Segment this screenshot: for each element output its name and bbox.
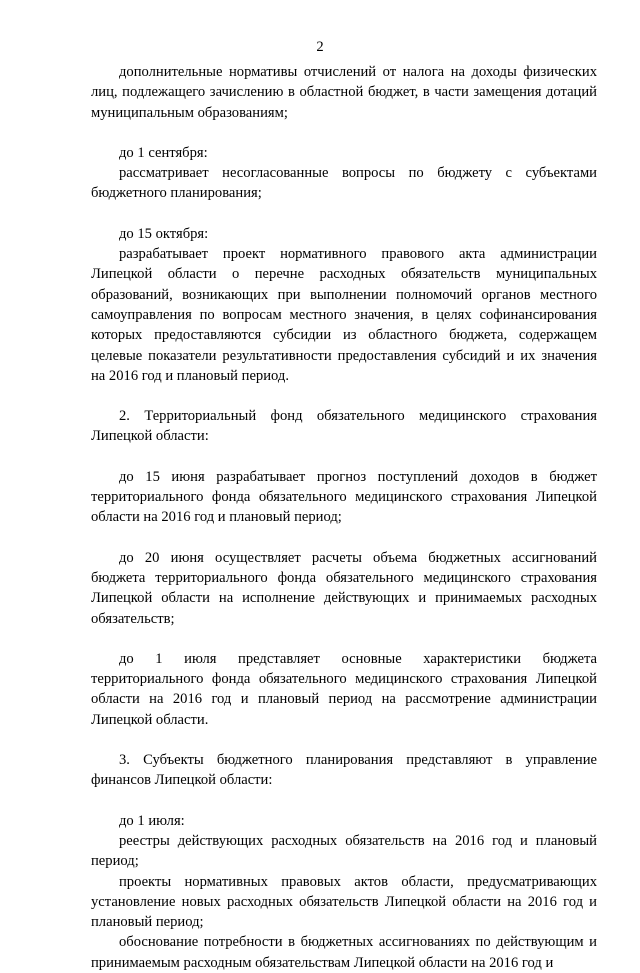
page-number: 2 bbox=[316, 39, 324, 55]
paragraph-jun-20-calculations: до 20 июня осуществляет расчеты объема бюджетных ассигнований бюджета территориального фонда обязательного медицинского страхования Липецкой области на исполнение действующих и принимаемых расходных обязательств; bbox=[91, 549, 597, 627]
paragraph-deadline-jul-1: до 1 июля: bbox=[119, 812, 185, 829]
paragraph-jun-15-forecast: до 15 июня разрабатывает прогноз поступлений доходов в бюджет территориального фонда обязательного медицинского страхования Липецкой области на 2016 год и плановый период; bbox=[91, 468, 597, 526]
paragraph-review-issues: рассматривает несогласованные вопросы по бюджету с субъектами бюджетного планирования; bbox=[91, 165, 597, 202]
paragraph-deadline-oct-15: до 15 октября: bbox=[119, 225, 209, 242]
paragraph-draft-act: разрабатывает проект нормативного правового акта администрации Липецкой области о перечне расходных обязательств муниципальных образований, возникающих при выполнении полномочий органов местного самоуправления по вопросам местного значения, в целях софинансирования которых предоставляются субсидии из областного бюджета, содержащем целевые показатели результативности предоставления субсидий и их значения на 2016 год и плановый период. bbox=[91, 246, 597, 384]
paragraph-draft-regulations: проекты нормативных правовых актов области, предусматривающих установление новых расходных обязательств Липецкой области на 2016 год и плановый период; bbox=[91, 873, 597, 931]
paragraph-justification: обоснование потребности в бюджетных ассигнованиях по действующим и принимаемым расходным обязательствам Липецкой области на 2016 год и bbox=[91, 934, 597, 971]
paragraph-deadline-sep-1: до 1 сентября: bbox=[119, 144, 208, 161]
paragraph-ndfl-norms: дополнительные нормативы отчислений от налога на доходы физических лиц, подлежащего зачислению в областной бюджет, в части замещения дотаций муниципальным образованиям; bbox=[91, 64, 597, 121]
section-heading-2: 2. Территориальный фонд обязательного медицинского страхования Липецкой области: bbox=[91, 408, 597, 445]
paragraph-jul-1-characteristics: до 1 июля представляет основные характеристики бюджета территориального фонда обязательного медицинского страхования Липецкой области на 2016 год и плановый период на рассмотрение администрации Липецкой области. bbox=[91, 650, 597, 728]
paragraph-registries: реестры действующих расходных обязательств на 2016 год и плановый период; bbox=[91, 832, 597, 870]
section-heading-3: 3. Субъекты бюджетного планирования представляют в управление финансов Липецкой области: bbox=[91, 752, 597, 789]
document-body bbox=[91, 62, 597, 973]
